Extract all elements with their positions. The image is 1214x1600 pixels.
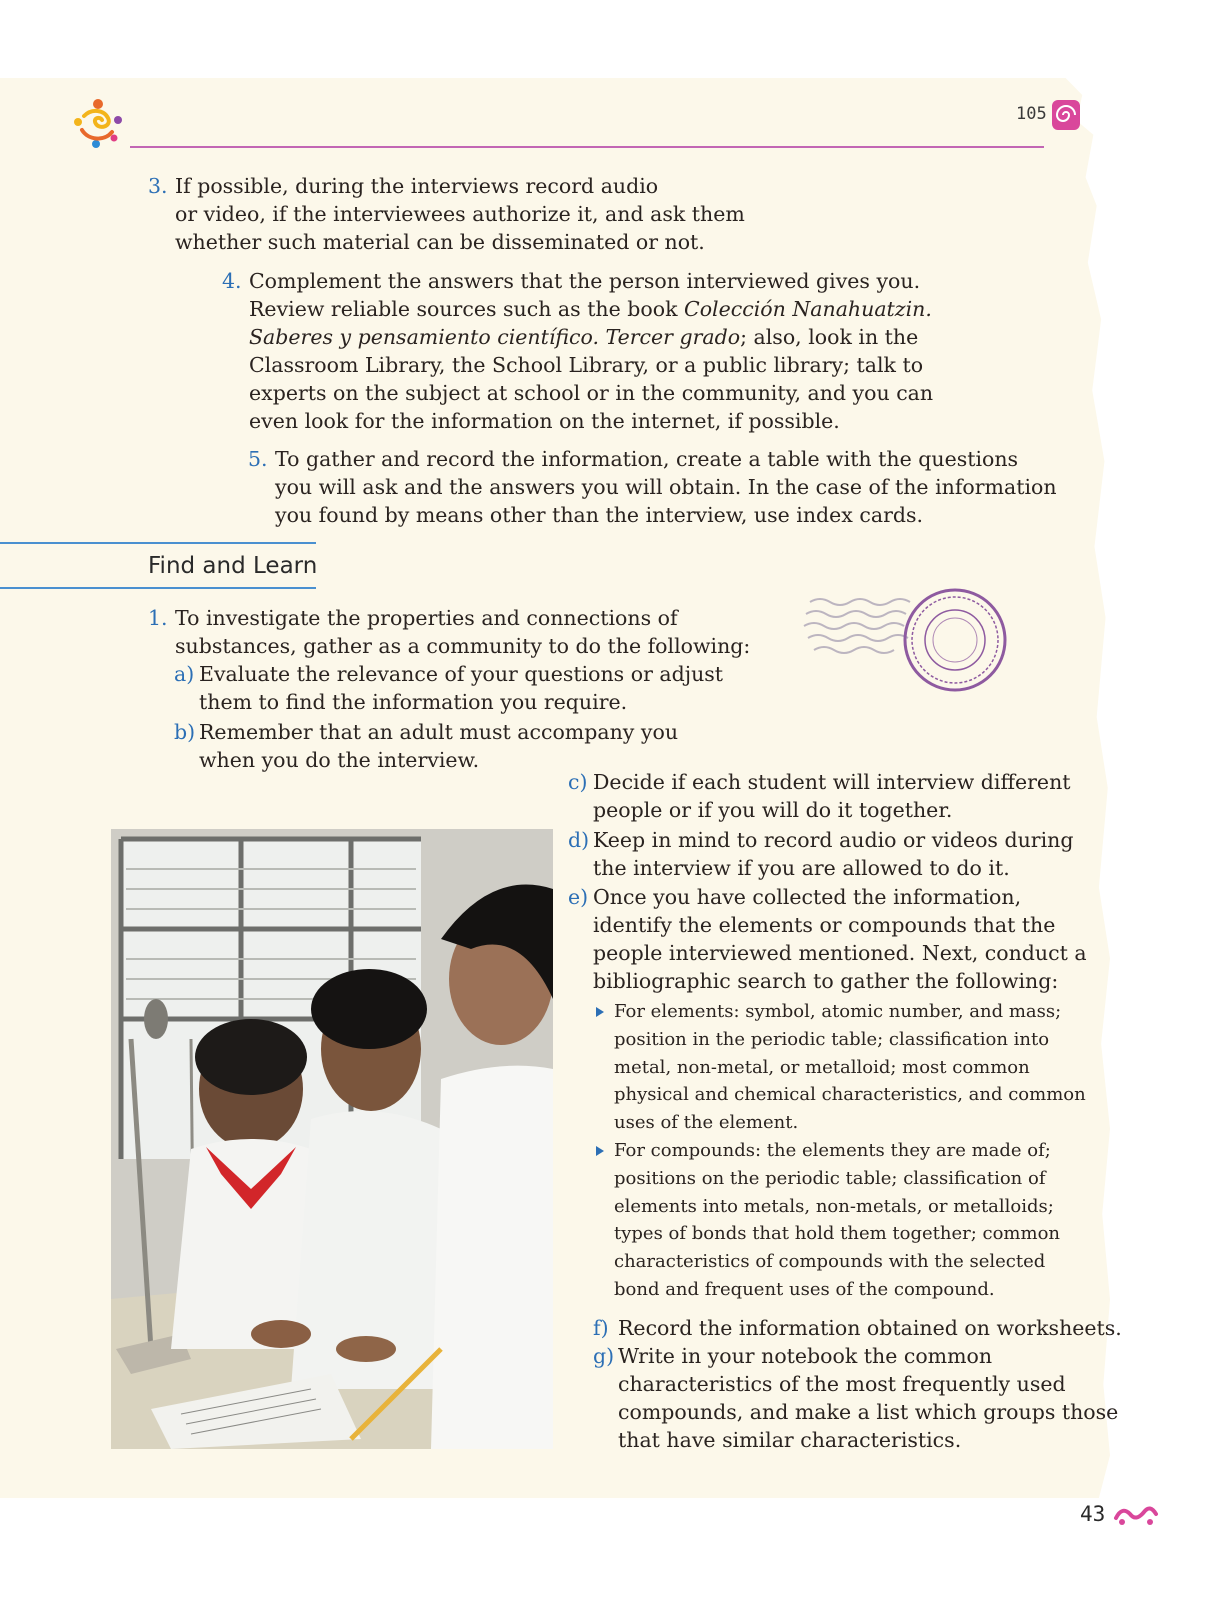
- sub-item-f: [593, 1314, 1122, 1342]
- bullet-text-line: bond and frequent uses of the compound.: [614, 1278, 995, 1300]
- bullet-text-line: uses of the element.: [614, 1112, 799, 1134]
- step-text-line: whether such material can be disseminated or not.: [175, 230, 705, 254]
- find-item-1: [148, 604, 750, 660]
- sub-item-c: [568, 768, 1071, 824]
- step-number: 5.: [248, 447, 268, 471]
- bullet-text-line: physical and chemical characteristics, and common: [614, 1084, 1086, 1106]
- bullet-text-line: metal, non-metal, or metalloid; most common: [614, 1056, 1030, 1078]
- sub-letter: c): [568, 770, 588, 794]
- footer-page-number: 43: [1080, 1502, 1106, 1526]
- item-text-line: To investigate the properties and connections of: [175, 606, 678, 630]
- community-logo-icon: [70, 96, 126, 152]
- sub-letter: f): [593, 1316, 609, 1340]
- step-number: 3.: [148, 174, 168, 198]
- step-3: [148, 172, 745, 256]
- step-text-fragment: ; also, look in the: [740, 325, 919, 349]
- step-number: 4.: [222, 269, 242, 293]
- postmark-stamp-icon: [800, 584, 1010, 694]
- sub-item-g: [593, 1342, 1118, 1454]
- sub-text-line: people or if you will do it together.: [593, 798, 953, 822]
- sub-letter: d): [568, 828, 590, 852]
- sub-letter: g): [593, 1344, 615, 1368]
- sub-text-line: when you do the interview.: [199, 748, 480, 772]
- bullet-text-line: types of bonds that hold them together; common: [614, 1223, 1061, 1245]
- step-4: [222, 267, 933, 435]
- bullet-arrow-icon: [596, 1007, 604, 1017]
- bullet-arrow-icon: [596, 1146, 604, 1156]
- sub-text-line: Write in your notebook the common: [618, 1344, 993, 1368]
- step-text-fragment: Review reliable sources such as the book: [249, 297, 685, 321]
- sub-text-line: the interview if you are allowed to do it.: [593, 856, 1010, 880]
- step-text-line: To gather and record the information, create a table with the questions: [275, 447, 1019, 471]
- footer-ornament-icon: [1112, 1504, 1160, 1530]
- header-rule: [130, 146, 1044, 148]
- students-lab-photo: [111, 829, 553, 1449]
- sub-text-line: that have similar characteristics.: [618, 1428, 962, 1452]
- sub-item-a: [174, 660, 723, 716]
- sub-text-line: Keep in mind to record audio or videos during: [593, 828, 1074, 852]
- step-text-line: or video, if the interviewees authorize it, and ask them: [175, 202, 745, 226]
- bullet-text-line: positions on the periodic table; classification of: [614, 1167, 1046, 1189]
- section-title: Find and Learn: [148, 553, 318, 579]
- sub-text-line: Once you have collected the information,: [593, 885, 1022, 909]
- sub-text-line: Decide if each student will interview different: [593, 770, 1071, 794]
- sub-item-d: [568, 826, 1073, 882]
- step-text-line: experts on the subject at school or in the community, and you can: [249, 381, 934, 405]
- section-rule-top: [0, 542, 316, 544]
- sub-text-line: them to find the information you require.: [199, 690, 628, 714]
- step-text-line: [249, 295, 933, 323]
- step-text-line: [249, 323, 933, 351]
- sub-text-line: identify the elements or compounds that the: [593, 913, 1056, 937]
- bullet-text-line: For elements: symbol, atomic number, and mass;: [614, 1001, 1062, 1022]
- sub-text-line: Remember that an adult must accompany you: [199, 720, 679, 744]
- sub-text-line: compounds, and make a list which groups those: [618, 1400, 1119, 1424]
- lab-scene-illustration: [111, 829, 553, 1449]
- sub-letter: b): [174, 720, 196, 744]
- step-text-line: Classroom Library, the School Library, or a public library; talk to: [249, 353, 924, 377]
- item-number: 1.: [148, 606, 168, 630]
- sub-letter: e): [568, 885, 589, 909]
- bullet-text-line: For compounds: the elements they are made of;: [614, 1140, 1051, 1161]
- step-text-line: even look for the information on the internet, if possible.: [249, 409, 840, 433]
- bullet-text-line: characteristics of compounds with the selected: [614, 1251, 1046, 1273]
- step-text-line: you found by means other than the interview, use index cards.: [275, 503, 924, 527]
- sub-item-e: [568, 883, 1087, 995]
- sub-text-line: bibliographic search to gather the following:: [593, 969, 1059, 993]
- sub-text-line: characteristics of the most frequently used: [618, 1372, 1066, 1396]
- item-text-line: substances, gather as a community to do the following:: [175, 634, 751, 658]
- bullet-text-line: elements into metals, non-metals, or metalloids;: [614, 1195, 1054, 1217]
- header-page-number: 105: [1016, 104, 1047, 124]
- bullet-elements: [596, 998, 1086, 1137]
- spiral-ornament-icon: [1050, 98, 1082, 132]
- bullet-text-line: position in the periodic table; classification into: [614, 1028, 1050, 1050]
- step-text-line: you will ask and the answers you will obtain. In the case of the information: [275, 475, 1057, 499]
- bullet-compounds: [596, 1137, 1060, 1304]
- section-rule-bottom: [0, 587, 316, 589]
- sub-text-line: Evaluate the relevance of your questions or adjust: [199, 662, 724, 686]
- sub-letter: a): [174, 662, 195, 686]
- step-5: [248, 445, 1057, 529]
- sub-text-line: people interviewed mentioned. Next, conduct a: [593, 941, 1087, 965]
- step-text-line: Complement the answers that the person interviewed gives you.: [249, 269, 921, 293]
- sub-text-line: Record the information obtained on worksheets.: [618, 1316, 1122, 1340]
- step-text-line: If possible, during the interviews record audio: [175, 174, 659, 198]
- book-subtitle: Saberes y pensamiento científico. Tercer grado: [249, 325, 741, 349]
- book-title: Colección Nanahuatzin.: [684, 297, 932, 321]
- sub-item-b: [174, 718, 678, 774]
